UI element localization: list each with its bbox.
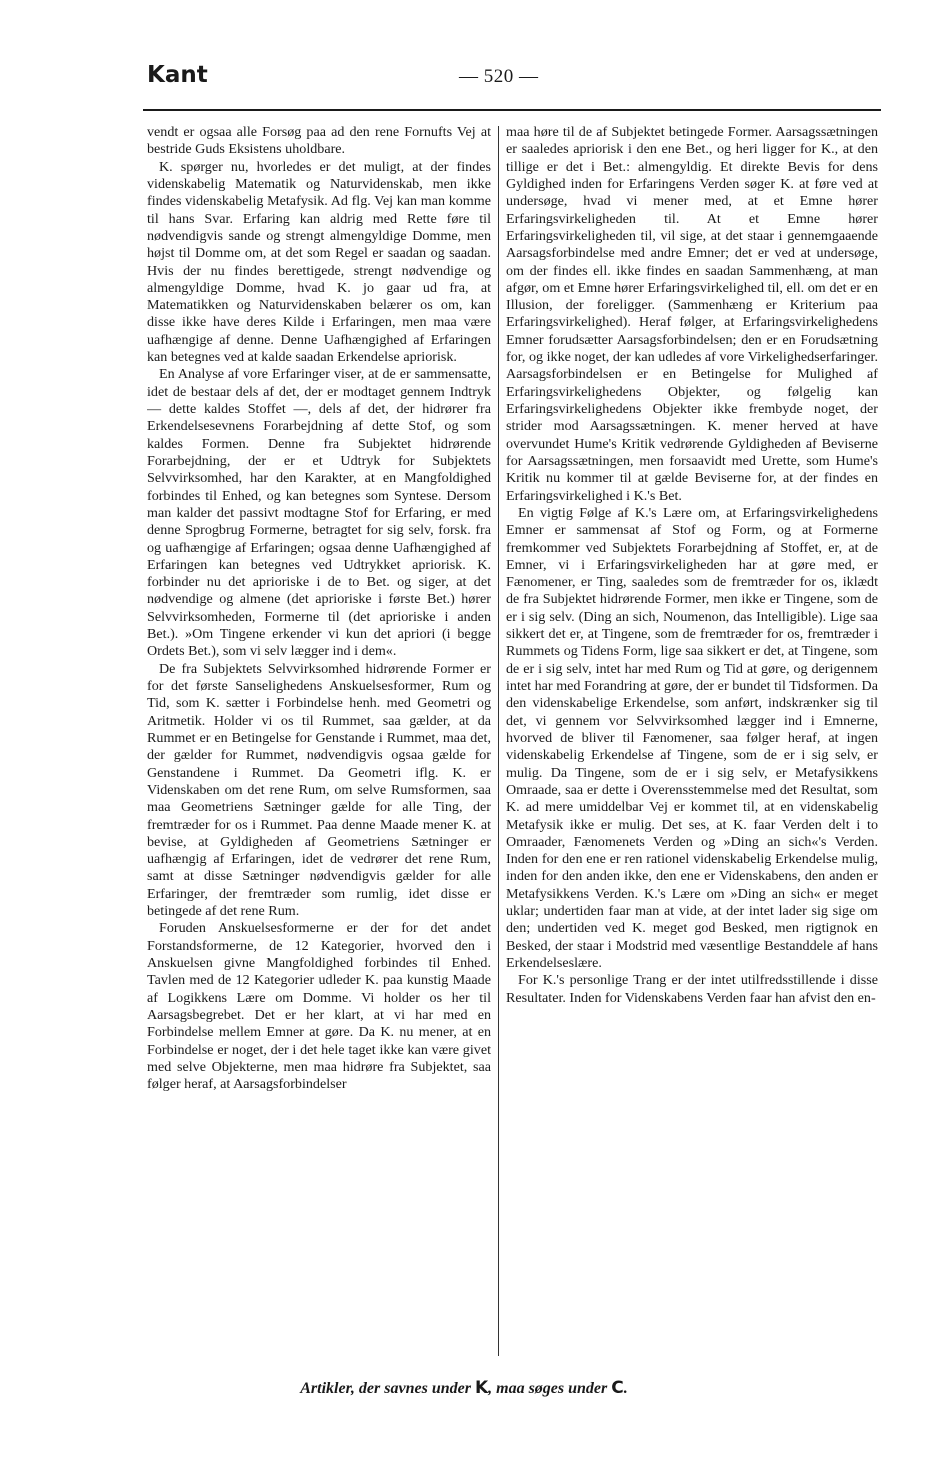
right-column: [506, 124, 878, 1364]
paragraph: De fra Subjektets Selvvirksomhed hidrørende Former er for det første Sanselighedens Anskuelsesformer, Rum og Tid, som K. sætter i Forbindelse henh. med Geometri og Aritmetik. Holder vi os til Rummet, saa gælder, at da Rummet er en Betingelse for Genstande i Rummet, maa det, der gælder for Rummet, nødvendigvis ogsaa gælde for Genstandene i Rummet. Da Geometri iflg. K. er Videnskaben om det rene Rum, om selve Rumsformen, saa maa Geometriens Sætninger gælde for alle Ting, der fremtræder for os i Rummet. Paa denne Maade mener K. at bevise, at Gyldigheden af Geometriens Sætninger er uafhængig af Erfaringen, idet de vedrører det rene Rum, samt at disse Sætninger nødvendigvis gælder for alle Erfaringer, der fremtræder som rumlig, idet disse er betingede af det rene Rum.: [147, 660, 491, 920]
paragraph: maa høre til de af Subjektet betingede Former. Aarsagssætningen er saaledes apriorisk i den ene Bet., og heri ligger for K., at den tillige er det i Bet.: almengyldig. Et direkte Bevis for dens Gyldighed inden for Erfaringens Verden søger K. at føre ved at undersøge, hvad vi mener med, at et Emne hører Erfaringsvirkeligheden til. At et Emne hører Erfaringsvirkeligheden til, vil sige, at det staar i gennemgaaende Aarsagsforbindelse med andre Emner; det er ved at undersøge, om der findes ell. ikke findes en saadan Sammenhæng, at man afgør, om et Emne hører Erfaringsvirkelighed til, ell. om det er en Illusion, der foreligger. (Sammenhæng er Kriterium paa Erfaringsvirkelighed). Heraf følger, at Erfaringsvirkelighedens Emner forudsætter Aarsagsforbindelsen; den er en Forudsætning for, og ikke noget, der kan udledes af vore Virkelighedserfaringer. Aarsagsforbindelsen er en Betingelse for Mulighed af Erfaringsvirkelighedens Objekter, og følgelig kan Erfaringsvirkelighedens Objekter ikke frembyde noget, der strider mod Aarsagssætningen. K. mener herved at have overvundet Hume's Kritik vedrørende Gyldigheden af Beviserne for Aarsagssætningen, men forsaavidt med Urette, som Hume's Kritik nu kommer til at gælde Beviserne for, at der findes en Erfaringsvirkelighed i K.'s Bet.: [506, 124, 878, 504]
header-rule: [143, 109, 881, 111]
paragraph: vendt er ogsaa alle Forsøg paa ad den rene Fornufts Vej at bestride Guds Eksistens uholdbare.: [147, 124, 491, 158]
footer-note: [0, 1378, 928, 1398]
paragraph: K. spørger nu, hvorledes er det muligt, at der findes videnskabelig Matematik og Naturvidenskab, men ikke findes videnskabelig Metafysik. Ad flg. Vej kan man komme til hans Svar. Erfaring kan aldrig med Rette føre til nødvendigvis sande og strengt almengyldige Domme, men højst til Domme om, at det som Regel er saadan og saadan. Hvis der nu findes berettigede, strengt nødvendige og almengyldige Domme, hvad K. jo gaar ud fra, at Matematikken og Naturvidenskaben belærer os om, kan disse ikke have deres Kilde i Erfaringen, men maa være uafhængige af denne. Denne Uafhængighed af Erfaringen kan betegnes ved at kalde saadan Erkendelse apriorisk.: [147, 158, 491, 366]
paragraph: En Analyse af vore Erfaringer viser, at de er sammensatte, idet de bestaar dels af det, der er modtaget gennem Indtryk — dette kaldes Stoffet —, dels af det, der hidrører fra Erkendelsesevnens Forarbejdning af dette Stof, og som kaldes Formen. Denne fra Subjektet hidrørende Forarbejdning, der er et Udtryk for Subjektets Selvvirksomhed, har den Karakter, at en Mangfoldighed forbindes til Enhed, og kan betegnes som Syntese. Dersom man kalder det passivt modtagne Stof for Erfaring, er med denne Sprogbrug Formerne, betragtet for sig selv, forsk. fra og uafhængige af Erfaringen; ogsaa denne Uafhængighed af Erfaringen kan betegnes ved Udtrykket apriorisk. K. forbinder nu det aprioriske i de to Bet. og siger, at det nødvendige og almene (det aprioriske i første Bet.) hører Selvvirksomheden, Formerne til (det aprioriske i anden Bet.). »Om Tingene erkender vi kun det apriori (i begge Ordets Bet.), som vi selv lægger ind i dem«.: [147, 366, 491, 660]
running-head: Kant: [147, 62, 208, 88]
footer-text: , maa søges under: [488, 1380, 612, 1397]
page-header: [147, 62, 880, 102]
paragraph: For K.'s personlige Trang er der intet utilfredsstillende i disse Resultater. Inden for Videnskabens Verden faar han afvist den en-: [506, 972, 878, 1006]
column-divider: [498, 126, 499, 1356]
footer-letter-k: K: [474, 1378, 489, 1398]
footer-letter-c: C: [611, 1378, 624, 1398]
footer-text: .: [623, 1380, 628, 1397]
paragraph: En vigtig Følge af K.'s Lære om, at Erfaringsvirkelighedens Emner er sammensat af Stof og Form, og at Formerne fremkommer ved Subjektets Forarbejdning af Stoffet, er, at de Emner, vi i Erfaringsvirkeligheden har at gøre med, er Fænomener, er Ting, saaledes som de fremtræder for os, iklædt de fra Subjektet hidrørende Former, men ikke er Tingene, som de er i sig selv. (Ding an sich, Noumenon, das Intelligible). Lige saa sikkert det er, at Tingene, som de fremtræder for os, fremtræder i Rummets og Tidens Form, lige saa sikkert er det, at Tingene, som de er i sig selv, intet har med Rum og Tid at gøre, og derigennem intet har med Forandring at gøre, der er bundet til Tidsformen. Da den videnskabelige Erkendelse, som anført, indskrænker sig til det, vi gennem vor Selvvirksomhed lægger ind i Emnerne, hvorved de bliver til Fænomener, saa følger heraf, at ingen videnskabelig Erkendelse af Tingene, som de er i sig selv, er mulig. Da Tingene, som de er i sig selv, er Metafysikkens Omraade, saa er dette i Overensstemmelse med det Resultat, som K. ad mere umiddelbar Vej er kommet til, at en videnskabelig Metafysik ikke er mulig. Det ses, at K. faar Verden delt i to Omraader, Fænomenets Verden og »Ding an sich«'s Verden. Inden for den ene er ren rationel videnskabelig Erkendelse mulig, inden for den anden ikke, den ene er Videnskabens, den anden er Metafysikkens Verden. K.'s Lære om »Ding an sich« er meget uklar; undertiden faar man at vide, at der intet lader sig sige om den; undertiden ved K. meget god Besked, men rigtignok en Besked, der staar i Modstrid med væsentlige Bestanddele af hans Erkendelseslære.: [506, 504, 878, 971]
page-number: — 520 —: [459, 66, 539, 87]
footer-text: Artikler, der savnes under: [300, 1380, 475, 1397]
paragraph: Foruden Anskuelsesformerne er der for det andet Forstandsformerne, de 12 Kategorier, hvorved den i Anskuelsen givne Mangfoldighed forbindes til Enhed. Tavlen med de 12 Kategorier udleder K. paa kunstig Maade af Logikkens Lære om Domme. Vi holder os her til Aarsagsbegrebet. Det er her klart, at vi har med en Forbindelse mellem Emner at gøre. Da K. nu mener, at en Forbindelse er noget, der i det hele taget ikke kan være givet med selve Objekterne, men maa hidrøre fra Subjektet, saa følger heraf, at Aarsagsforbindelser: [147, 920, 491, 1093]
left-column: [147, 124, 491, 1364]
